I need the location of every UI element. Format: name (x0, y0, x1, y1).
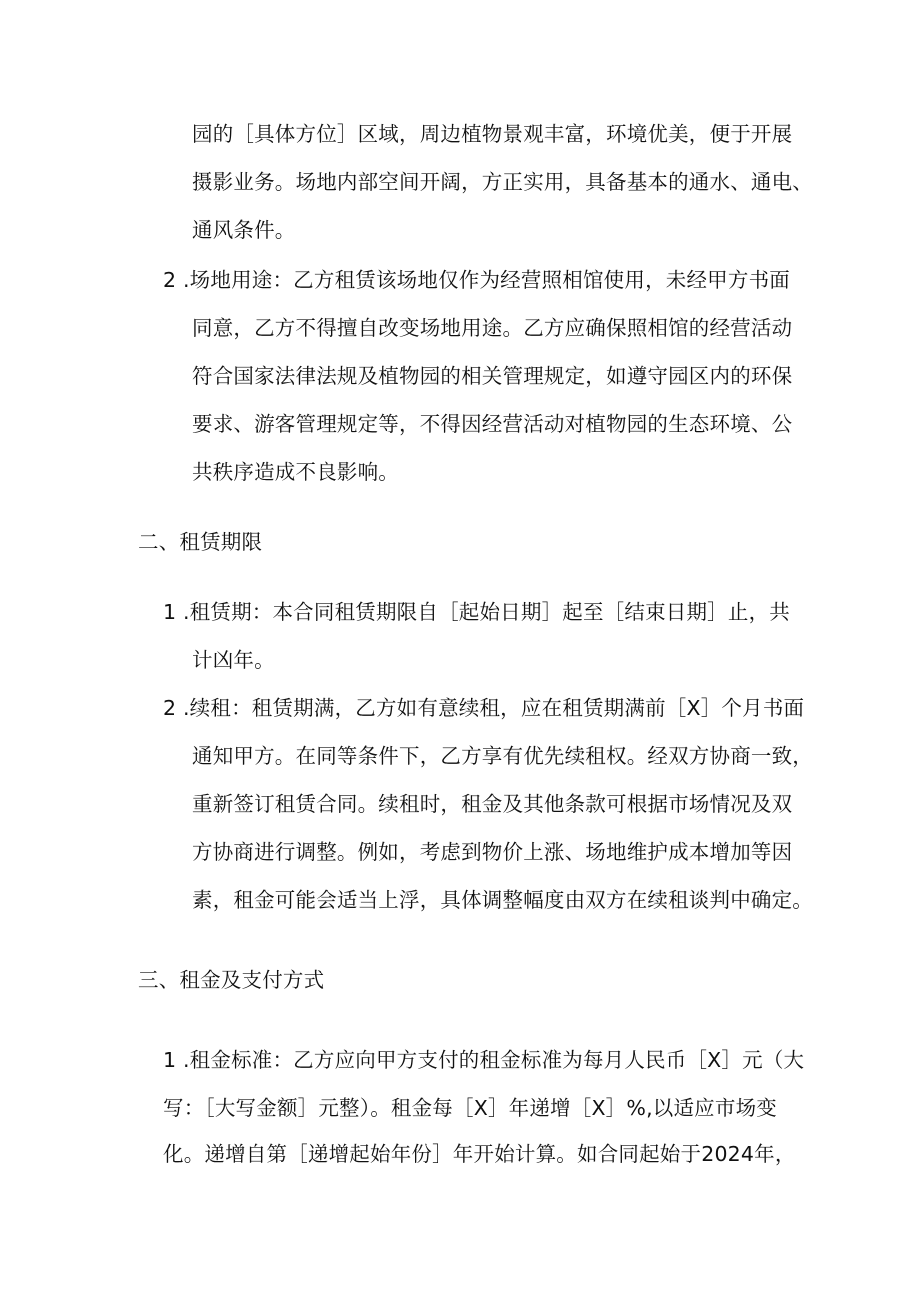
paragraph-line: 共秩序造成不良影响。 (192, 460, 399, 484)
section-heading: 二、租赁期限 (138, 530, 263, 554)
paragraph-line: 计凶年。 (192, 648, 275, 672)
paragraph-line: 重新签订租赁合同。续租时，租金及其他条款可根据市场情况及双 (192, 792, 793, 816)
list-item-line: 2 .续租：租赁期满，乙方如有意续租，应在租赁期满前［X］个月书面 (163, 696, 805, 720)
paragraph-line: 化。递增自第［递增起始年份］年开始计算。如合同起始于2024年， (163, 1142, 796, 1166)
list-item-line: 1 .租赁期：本合同租赁期限自［起始日期］起至［结束日期］止，共 (163, 600, 790, 624)
paragraph-line: 写：［大写金额］元整）。租金每［X］年递增［X］%,以适应市场变 (163, 1096, 777, 1120)
list-item-line: 1 .租金标准：乙方应向甲方支付的租金标准为每月人民币［X］元（大 (163, 1048, 805, 1072)
paragraph-line: 符合国家法律法规及植物园的相关管理规定，如遵守园区内的环保 (192, 364, 793, 388)
paragraph-line: 同意，乙方不得擅自改变场地用途。乙方应确保照相馆的经营活动 (192, 316, 793, 340)
paragraph-line: 通知甲方。在同等条件下，乙方享有优先续租权。经双方协商一致， (192, 744, 813, 768)
paragraph-line: 通风条件。 (192, 218, 296, 242)
paragraph-line: 摄影业务。场地内部空间开阔，方正实用，具备基本的通水、通电、 (192, 170, 813, 194)
list-item-line: 2 .场地用途：乙方租赁该场地仅作为经营照相馆使用，未经甲方书面 (163, 268, 790, 292)
section-heading: 三、租金及支付方式 (138, 968, 325, 992)
paragraph-line: 方协商进行调整。例如，考虑到物价上涨、场地维护成本增加等因 (192, 840, 793, 864)
paragraph-line: 素，租金可能会适当上浮，具体调整幅度由双方在续租谈判中确定。 (192, 888, 813, 912)
paragraph-line: 园的［具体方位］区域，周边植物景观丰富，环境优美，便于开展 (192, 122, 793, 146)
paragraph-line: 要求、游客管理规定等，不得因经营活动对植物园的生态环境、公 (192, 412, 793, 436)
